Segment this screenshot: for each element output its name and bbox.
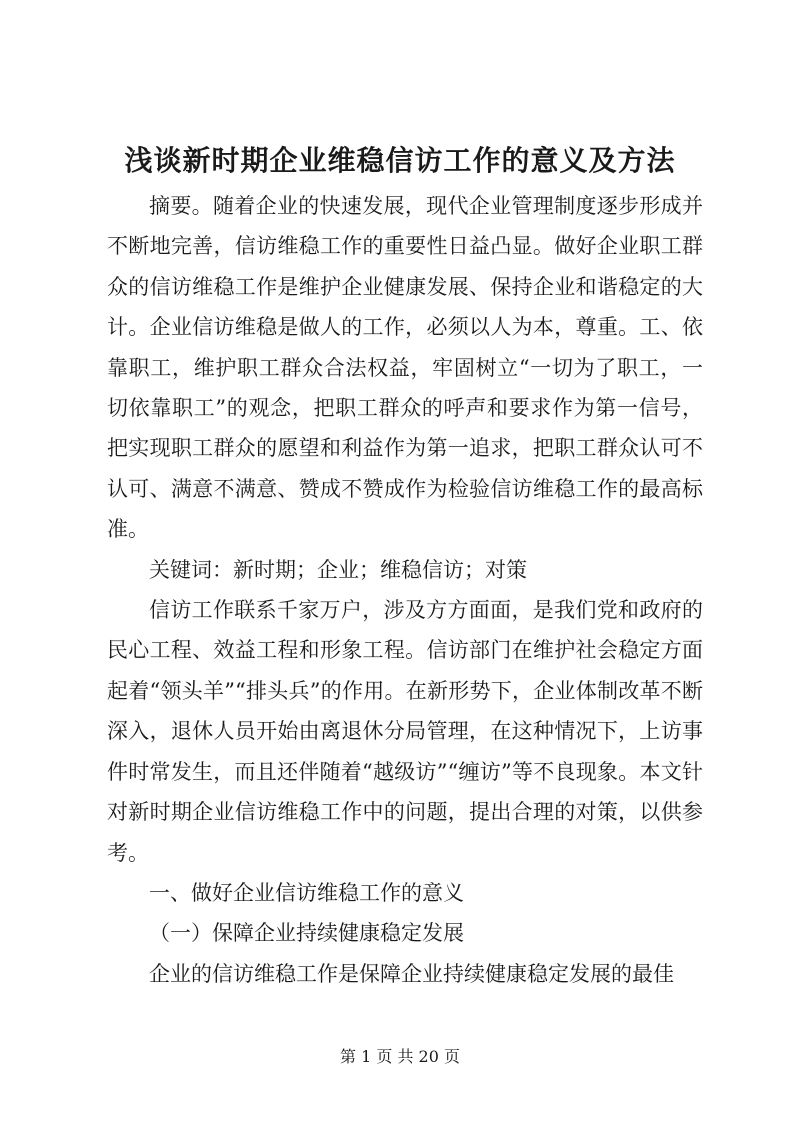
subsection-heading: （一）保障企业持续健康稳定发展 (149, 921, 464, 946)
intro-paragraph: 信访工作联系千家万户，涉及方方面面，是我们党和政府的民心工程、效益工程和形象工程。信访部门在维护社会稳定方面起着“领头羊”“排头兵”的作用。在新形势下，企业体制改革不断深入，退休人员开始由离退休分局管理，在这种情况下，上访事件时常发生，而且还伴随着“越级访”“缠访”等不良现象。本文针对新时期企业信访维稳工作中的问题，提出合理的对策，以供参考。 (107, 598, 703, 865)
document-body (107, 186, 703, 994)
keywords-paragraph: 关键词：新时期；企业；维稳信访；对策 (149, 557, 527, 582)
body-paragraph: 企业的信访维稳工作是保障企业持续健康稳定发展的最佳 (149, 961, 674, 986)
section-heading: 一、做好企业信访维稳工作的意义 (149, 880, 464, 905)
page-number-footer: 第 1 页 共 20 页 (340, 1047, 460, 1066)
document-title: 浅谈新时期企业维稳信访工作的意义及方法 (124, 144, 676, 177)
abstract-paragraph: 摘要。随着企业的快速发展，现代企业管理制度逐步形成并不断地完善，信访维稳工作的重要性日益凸显。做好企业职工群众的信访维稳工作是维护企业健康发展、保持企业和谐稳定的大计。企业信访维稳是做人的工作，必须以人为本，尊重。工、依靠职工，维护职工群众合法权益，牢固树立“一切为了职工，一切依靠职工”的观念，把职工群众的呼声和要求作为第一信号，把实现职工群众的愿望和利益作为第一追求，把职工群众认可不认可、满意不满意、赞成不赞成作为检验信访维稳工作的最高标准。 (107, 194, 703, 542)
